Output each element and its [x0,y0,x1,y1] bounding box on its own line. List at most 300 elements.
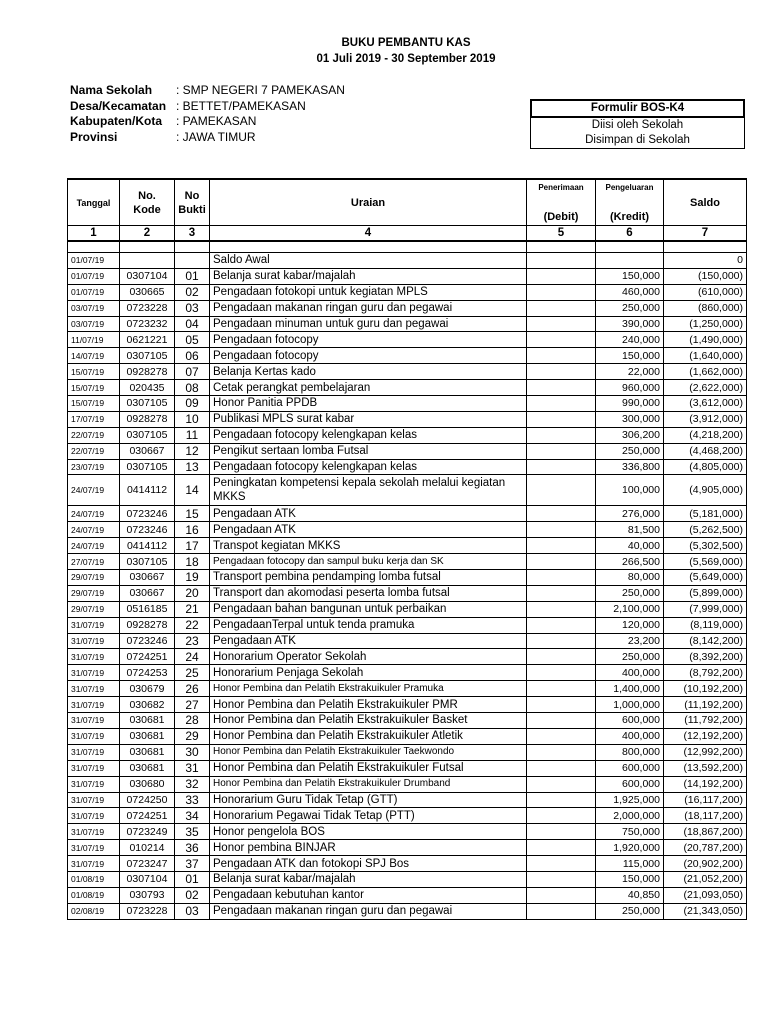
cell-saldo: (14,192,200) [664,776,747,792]
cell-uraian: Publikasi MPLS surat kabar [210,411,527,427]
column-number-row [68,226,747,242]
cell-tanggal: 29/07/19 [68,570,120,586]
empty-cell [68,241,120,253]
cell-saldo: (7,999,000) [664,601,747,617]
cell-debit [527,649,596,665]
cell-no-kode [120,253,175,269]
cell-debit [527,316,596,332]
cell-saldo: (20,902,200) [664,856,747,872]
cell-no-kode: 0723228 [120,300,175,316]
cell-tanggal: 31/07/19 [68,617,120,633]
cell-uraian: Saldo Awal [210,253,527,269]
cell-debit [527,348,596,364]
table-row [68,253,747,269]
cell-uraian: PengadaanTerpal untuk tenda pramuka [210,617,527,633]
table-row [68,268,747,284]
cell-kredit: 960,000 [596,380,664,396]
cell-uraian: Transport dan akomodasi peserta lomba futsal [210,585,527,601]
cell-tanggal: 15/07/19 [68,396,120,412]
cell-uraian: Honorarium Guru Tidak Tetap (GTT) [210,792,527,808]
cell-debit [527,760,596,776]
cell-tanggal: 31/07/19 [68,649,120,665]
table-row [68,617,747,633]
cell-no-kode: 0307104 [120,871,175,887]
cell-saldo: (2,622,000) [664,380,747,396]
cell-no-kode: 030667 [120,443,175,459]
form-box-line1: Diisi oleh Sekolah [591,119,684,131]
table-row [68,506,747,522]
pengeluaran-label: Pengeluaran [605,182,654,192]
cell-no-bukti: 03 [175,300,210,316]
cell-debit [527,284,596,300]
cell-tanggal: 24/07/19 [68,538,120,554]
cell-no-bukti: 30 [175,744,210,760]
cell-no-bukti: 18 [175,554,210,570]
table-row [68,332,747,348]
cell-kredit: 336,800 [596,459,664,475]
cell-saldo: (4,218,200) [664,427,747,443]
column-number: 1 [68,226,120,242]
table-row [68,697,747,713]
cell-saldo: (21,343,050) [664,903,747,919]
cell-uraian: Pengadaan ATK [210,633,527,649]
table-row [68,522,747,538]
cell-no-bukti: 11 [175,427,210,443]
cell-saldo: (8,119,000) [664,617,747,633]
col-no-bukti-header: No Bukti [175,179,210,226]
empty-cell [175,241,210,253]
cell-debit [527,268,596,284]
cell-no-bukti: 25 [175,665,210,681]
empty-cell [120,241,175,253]
cell-kredit: 306,200 [596,427,664,443]
cell-kredit: 600,000 [596,776,664,792]
form-box-notes [530,118,745,149]
cell-debit [527,617,596,633]
cell-no-kode: 030679 [120,681,175,697]
cell-kredit: 1,920,000 [596,840,664,856]
column-number: 7 [664,226,747,242]
table-row [68,744,747,760]
table-row [68,601,747,617]
cell-kredit: 276,000 [596,506,664,522]
table-row [68,538,747,554]
cell-uraian: Cetak perangkat pembelajaran [210,380,527,396]
table-row [68,348,747,364]
cell-kredit: 150,000 [596,348,664,364]
cell-kredit: 300,000 [596,411,664,427]
table-row [68,713,747,729]
col-pengeluaran-header [596,179,664,226]
cell-tanggal: 01/08/19 [68,871,120,887]
cell-kredit: 150,000 [596,871,664,887]
cell-no-bukti: 33 [175,792,210,808]
cell-no-kode: 030681 [120,744,175,760]
cell-no-bukti: 14 [175,475,210,506]
cell-no-bukti: 21 [175,601,210,617]
cell-kredit: 23,200 [596,633,664,649]
cell-no-kode: 0621221 [120,332,175,348]
cell-tanggal: 31/07/19 [68,697,120,713]
cell-debit [527,300,596,316]
cell-saldo: 0 [664,253,747,269]
cell-kredit: 1,925,000 [596,792,664,808]
cell-saldo: (5,649,000) [664,570,747,586]
column-number: 2 [120,226,175,242]
cell-kredit: 250,000 [596,443,664,459]
cell-tanggal: 31/07/19 [68,824,120,840]
cell-uraian: Honorarium Penjaga Sekolah [210,665,527,681]
cell-no-bukti: 36 [175,840,210,856]
cell-no-bukti: 10 [175,411,210,427]
cell-tanggal: 15/07/19 [68,364,120,380]
cell-kredit: 750,000 [596,824,664,840]
empty-cell [664,241,747,253]
empty-cell [210,241,527,253]
cell-debit [527,411,596,427]
cell-debit [527,856,596,872]
cell-kredit [596,253,664,269]
table-row [68,856,747,872]
cell-saldo: (8,392,200) [664,649,747,665]
cell-no-bukti: 06 [175,348,210,364]
cell-no-kode: 030667 [120,585,175,601]
cell-uraian: Pengadaan minuman untuk guru dan pegawai [210,316,527,332]
info-value: : BETTET/PAMEKASAN [176,98,306,113]
info-row-provinsi [70,130,345,146]
table-row [68,427,747,443]
cell-uraian: Honor pengelola BOS [210,824,527,840]
cell-tanggal: 31/07/19 [68,760,120,776]
cell-uraian: Peningkatan kompetensi kepala sekolah melalui kegiatan MKKS [210,475,527,506]
cell-debit [527,713,596,729]
cell-uraian: Pengadaan ATK [210,522,527,538]
cell-uraian: Pengikut sertaan lomba Futsal [210,443,527,459]
cell-kredit: 990,000 [596,396,664,412]
cell-no-bukti: 31 [175,760,210,776]
cell-saldo: (20,787,200) [664,840,747,856]
cell-uraian: Pengadaan makanan ringan guru dan pegawai [210,300,527,316]
cell-uraian: Belanja Kertas kado [210,364,527,380]
cell-no-bukti: 15 [175,506,210,522]
table-row [68,585,747,601]
cell-tanggal: 24/07/19 [68,506,120,522]
table-row [68,300,747,316]
cell-saldo: (16,117,200) [664,792,747,808]
cell-tanggal: 14/07/19 [68,348,120,364]
cell-uraian: Honor Pembina dan Pelatih Ekstrakuikuler Basket [210,713,527,729]
cell-no-bukti: 17 [175,538,210,554]
cell-no-bukti: 20 [175,585,210,601]
cell-uraian: Honor Pembina dan Pelatih Ekstrakuikuler Taekwondo [210,744,527,760]
cell-no-kode: 030793 [120,887,175,903]
cell-tanggal: 15/07/19 [68,380,120,396]
cell-tanggal: 24/07/19 [68,475,120,506]
cell-tanggal: 31/07/19 [68,665,120,681]
cell-kredit: 120,000 [596,617,664,633]
cell-debit [527,903,596,919]
cell-no-kode: 0723228 [120,903,175,919]
cell-kredit: 400,000 [596,665,664,681]
cell-kredit: 40,850 [596,887,664,903]
cell-debit [527,380,596,396]
cell-kredit: 1,400,000 [596,681,664,697]
cell-debit [527,871,596,887]
cell-kredit: 390,000 [596,316,664,332]
col-no-kode-header: No. Kode [120,179,175,226]
cell-debit [527,459,596,475]
cell-debit [527,776,596,792]
cell-tanggal: 01/07/19 [68,268,120,284]
cell-no-bukti: 05 [175,332,210,348]
col-saldo-header: Saldo [664,179,747,226]
document-period: 01 Juli 2019 - 30 September 2019 [316,53,496,65]
cell-uraian: Honor Pembina dan Pelatih Ekstrakuikuler Futsal [210,760,527,776]
cell-no-bukti: 34 [175,808,210,824]
cell-tanggal: 17/07/19 [68,411,120,427]
cell-tanggal: 29/07/19 [68,585,120,601]
cell-saldo: (18,117,200) [664,808,747,824]
cell-uraian: Pengadaan fotocopy kelengkapan kelas [210,459,527,475]
cell-saldo: (8,142,200) [664,633,747,649]
cell-uraian: Pengadaan fotokopi untuk kegiatan MPLS [210,284,527,300]
cell-debit [527,396,596,412]
cell-tanggal: 23/07/19 [68,459,120,475]
cell-no-kode: 0928278 [120,364,175,380]
cell-debit [527,744,596,760]
cell-no-kode: 030667 [120,570,175,586]
cell-no-bukti: 16 [175,522,210,538]
cell-kredit: 100,000 [596,475,664,506]
cell-tanggal: 31/07/19 [68,856,120,872]
cell-uraian: Transport pembina pendamping lomba futsal [210,570,527,586]
table-row [68,396,747,412]
cell-tanggal: 22/07/19 [68,443,120,459]
cell-saldo: (12,192,200) [664,728,747,744]
cell-no-kode: 030681 [120,713,175,729]
empty-cell [527,241,596,253]
cell-no-kode: 030665 [120,284,175,300]
cell-no-kode: 0724251 [120,808,175,824]
cell-saldo: (13,592,200) [664,760,747,776]
form-box-title: Formulir BOS-K4 [530,99,745,118]
cell-no-kode: 010214 [120,840,175,856]
cell-no-bukti: 28 [175,713,210,729]
cell-tanggal: 31/07/19 [68,744,120,760]
cell-kredit: 250,000 [596,649,664,665]
cell-saldo: (5,262,500) [664,522,747,538]
table-row [68,665,747,681]
cell-kredit: 1,000,000 [596,697,664,713]
table-row [68,475,747,506]
col-uraian-header: Uraian [210,179,527,226]
cell-no-kode: 0307105 [120,348,175,364]
cell-tanggal: 03/07/19 [68,300,120,316]
cell-uraian: Pengadaan bahan bangunan untuk perbaikan [210,601,527,617]
cash-ledger-table [67,178,747,920]
cell-uraian: Honor Panitia PPDB [210,396,527,412]
cell-saldo: (18,867,200) [664,824,747,840]
cell-kredit: 250,000 [596,585,664,601]
cell-no-bukti: 02 [175,284,210,300]
column-number: 5 [527,226,596,242]
cell-saldo: (21,052,200) [664,871,747,887]
cell-uraian: Belanja surat kabar/majalah [210,871,527,887]
cell-uraian: Honorarium Pegawai Tidak Tetap (PTT) [210,808,527,824]
cell-no-bukti: 23 [175,633,210,649]
cell-uraian: Honor Pembina dan Pelatih Ekstrakuikuler Pramuka [210,681,527,697]
cell-tanggal: 31/07/19 [68,776,120,792]
cell-saldo: (21,093,050) [664,887,747,903]
cell-no-bukti: 19 [175,570,210,586]
cell-kredit: 600,000 [596,713,664,729]
cell-tanggal: 02/08/19 [68,903,120,919]
cell-kredit: 80,000 [596,570,664,586]
cell-no-bukti: 24 [175,649,210,665]
cell-saldo: (4,805,000) [664,459,747,475]
cell-no-kode: 0307105 [120,554,175,570]
cell-no-kode: 0928278 [120,617,175,633]
cell-no-bukti: 26 [175,681,210,697]
cell-no-kode: 0723249 [120,824,175,840]
cell-no-kode: 030681 [120,728,175,744]
cell-kredit: 22,000 [596,364,664,380]
info-label: Provinsi [70,129,118,144]
cell-saldo: (4,905,000) [664,475,747,506]
table-row [68,316,747,332]
table-row [68,840,747,856]
spacer-row [68,241,747,253]
cell-kredit: 250,000 [596,300,664,316]
cell-no-bukti: 04 [175,316,210,332]
table-row [68,903,747,919]
cell-saldo: (8,792,200) [664,665,747,681]
cell-no-kode: 0414112 [120,538,175,554]
cell-tanggal: 01/08/19 [68,887,120,903]
info-value: : JAWA TIMUR [176,129,256,144]
table-header-row [68,179,747,226]
cell-no-bukti: 22 [175,617,210,633]
cell-uraian: Transpot kegiatan MKKS [210,538,527,554]
cell-kredit: 800,000 [596,744,664,760]
table-row [68,649,747,665]
cell-saldo: (3,612,000) [664,396,747,412]
cell-no-kode: 0723247 [120,856,175,872]
cell-saldo: (5,569,000) [664,554,747,570]
cell-uraian: Honorarium Operator Sekolah [210,649,527,665]
cell-no-bukti: 13 [175,459,210,475]
cell-uraian: Pengadaan ATK dan fotokopi SPJ Bos [210,856,527,872]
col-penerimaan-header [527,179,596,226]
cell-debit [527,728,596,744]
cell-debit [527,601,596,617]
cell-debit [527,443,596,459]
cell-no-kode: 0307104 [120,268,175,284]
cell-tanggal: 31/07/19 [68,633,120,649]
cell-no-kode: 0516185 [120,601,175,617]
cell-saldo: (5,181,000) [664,506,747,522]
cell-tanggal: 24/07/19 [68,522,120,538]
school-info [70,83,345,145]
cell-no-bukti: 12 [175,443,210,459]
form-box [530,99,745,149]
cell-saldo: (11,792,200) [664,713,747,729]
cell-no-kode: 0414112 [120,475,175,506]
info-label: Desa/Kecamatan [70,98,167,113]
column-number: 3 [175,226,210,242]
table-row [68,776,747,792]
table-row [68,554,747,570]
cell-kredit: 81,500 [596,522,664,538]
cell-uraian: Belanja surat kabar/majalah [210,268,527,284]
table-row [68,570,747,586]
cell-no-kode: 0307105 [120,427,175,443]
cell-no-bukti: 27 [175,697,210,713]
cell-saldo: (1,662,000) [664,364,747,380]
cell-no-kode: 0724250 [120,792,175,808]
cell-saldo: (1,640,000) [664,348,747,364]
cell-no-bukti: 32 [175,776,210,792]
cell-tanggal: 31/07/19 [68,808,120,824]
cell-debit [527,681,596,697]
table-row [68,411,747,427]
cell-debit [527,665,596,681]
cell-debit [527,427,596,443]
cell-no-bukti: 02 [175,887,210,903]
cell-no-bukti [175,253,210,269]
cell-no-kode: 0723232 [120,316,175,332]
empty-cell [596,241,664,253]
cell-tanggal: 27/07/19 [68,554,120,570]
table-row [68,824,747,840]
table-row [68,871,747,887]
cell-no-kode: 030681 [120,760,175,776]
info-row-kabupaten-kota [70,114,345,130]
table-row [68,728,747,744]
cell-saldo: (5,899,000) [664,585,747,601]
cell-tanggal: 01/07/19 [68,284,120,300]
cell-no-bukti: 01 [175,871,210,887]
cell-debit [527,253,596,269]
cell-saldo: (5,302,500) [664,538,747,554]
cell-saldo: (150,000) [664,268,747,284]
cell-uraian: Pengadaan fotocopy dan sampul buku kerja dan SK [210,554,527,570]
table-row [68,284,747,300]
cell-debit [527,506,596,522]
cell-no-kode: 0928278 [120,411,175,427]
cell-kredit: 400,000 [596,728,664,744]
cell-kredit: 40,000 [596,538,664,554]
cell-uraian: Honor Pembina dan Pelatih Ekstrakuikuler Drumband [210,776,527,792]
cell-debit [527,522,596,538]
cell-debit [527,633,596,649]
cell-saldo: (610,000) [664,284,747,300]
column-number: 4 [210,226,527,242]
cell-no-bukti: 09 [175,396,210,412]
cell-tanggal: 31/07/19 [68,840,120,856]
cell-uraian: Pengadaan fotocopy kelengkapan kelas [210,427,527,443]
cell-kredit: 150,000 [596,268,664,284]
cell-uraian: Honor Pembina dan Pelatih Ekstrakuikuler Atletik [210,728,527,744]
cell-tanggal: 31/07/19 [68,728,120,744]
debit-label: (Debit) [543,210,579,223]
cell-no-kode: 0723246 [120,506,175,522]
cell-debit [527,824,596,840]
cell-no-bukti: 37 [175,856,210,872]
cell-kredit: 250,000 [596,903,664,919]
document-title: BUKU PEMBANTU KAS [341,37,471,49]
form-box-line2: Disimpan di Sekolah [585,134,690,146]
